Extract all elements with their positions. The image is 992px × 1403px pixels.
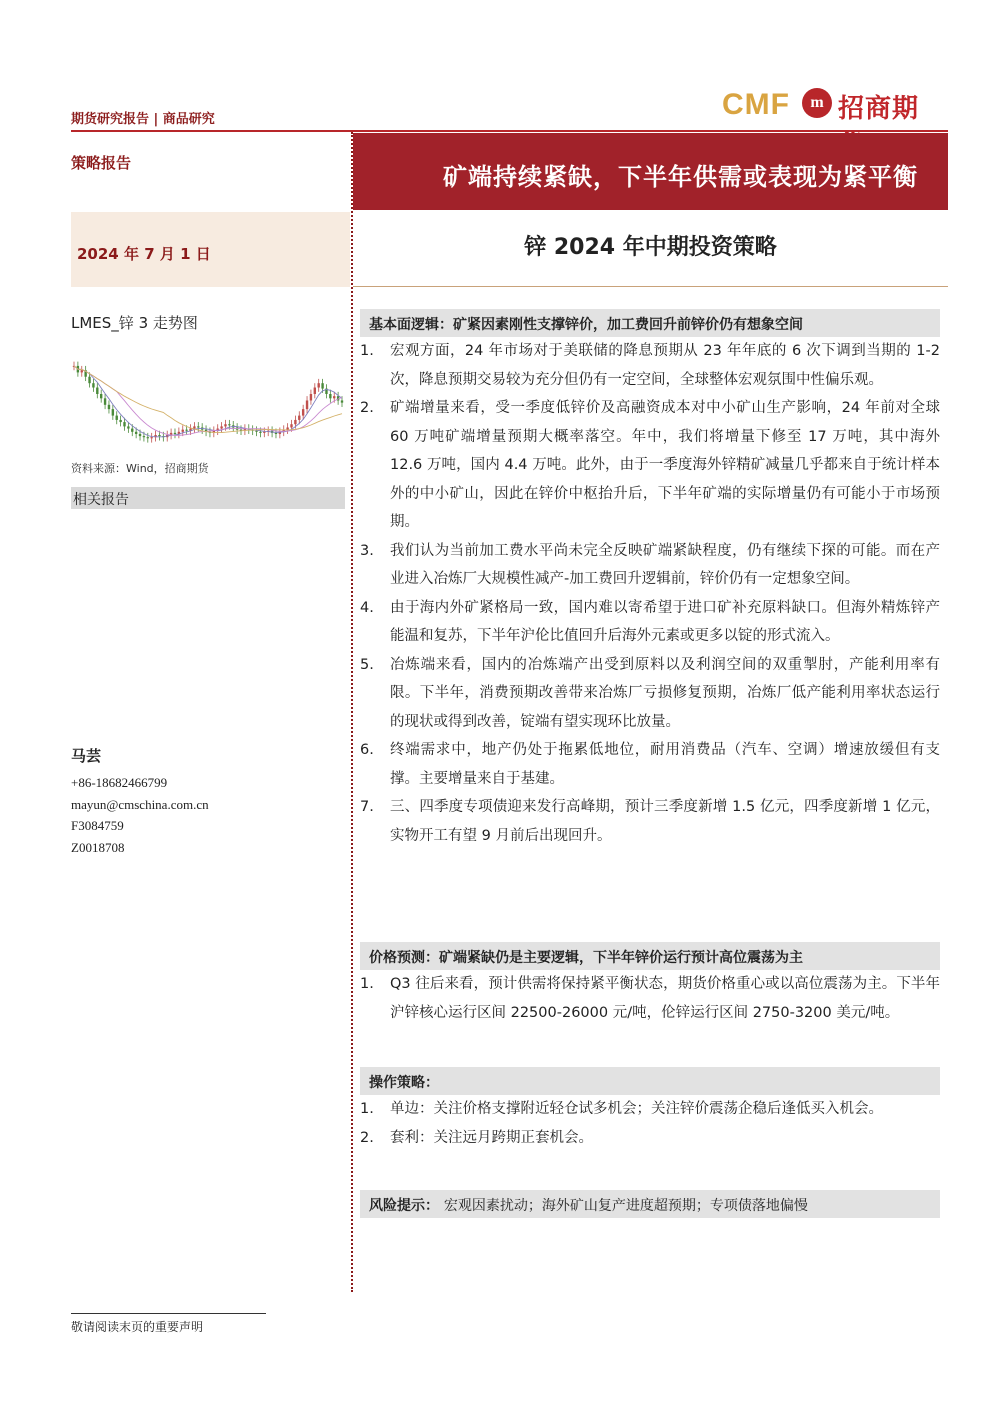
candle-body [96,388,98,394]
candle-body [143,436,145,437]
related-reports-title: 相关报告 [73,492,129,508]
moving-average-line [74,366,342,433]
logo-badge-icon: m [802,88,832,118]
list-item: 1. 单边：关注价格支撑附近轻仓试多机会；关注锌价震荡企稳后逢低买入机会。 [360,1101,883,1117]
candle-body [185,430,187,431]
date-box [71,212,350,287]
candle-body [127,426,129,428]
column-divider [351,132,353,1292]
candle-body [135,432,137,434]
section-price-title: 价格预测：矿端紧缺仍是主要逻辑，下半年锌价运行预计高位震荡为主 [369,950,803,966]
header-rule [71,130,948,132]
candle-body [321,383,323,388]
candle-body [158,435,160,436]
candle-body [174,433,176,434]
candle-body [298,416,300,420]
subtitle-rule [353,286,948,287]
candle-body [255,431,257,432]
candle-body [333,396,335,398]
section-operation-title: 操作策略： [369,1075,439,1091]
author-cert-f: F3084759 [71,818,124,833]
candle-body [116,416,118,420]
candle-body [112,409,114,415]
author-phone: +86-18682466799 [71,775,168,790]
list-item: 1. Q3 往后来看，预计供需将保持紧平衡状态，期货价格重心或以高位震荡为主。下半年沪锌核心运行区间 22500-26000 元/吨，伦锌运行区间 2750-3200 美元/吨。 [360,976,940,1021]
logo-en: CMF [722,88,790,121]
candle-body [290,424,292,427]
candle-body [139,434,141,436]
headline-banner [353,133,948,210]
candle-body [341,400,343,402]
candle-body [92,383,94,387]
operation-list [356,1095,940,1152]
risk-items: 宏观因素扰动；海外矿山复产进度超预期；专项债落地偏慢 [443,1198,808,1214]
candle-body [224,424,226,426]
price-chart [71,336,345,454]
list-item: 5. 冶炼端来看，国内的冶炼端产出受到原料以及利润空间的双重掣肘，产能利用率有限。下半年，消费预期改善带来冶炼厂亏损修复预期，冶炼厂低产能利用率状态运行的现状或得到改善，锭端有望实现环比放量。 [360,656,940,730]
footer-disclaimer: 敬请阅读末页的重要声明 [71,1320,204,1334]
list-item: 6. 终端需求中，地产仍处于拖累低地位，耐用消费品（汽车、空调）增速放缓但有支撑。主要增量来自于基建。 [360,742,940,787]
footer-rule [71,1313,266,1314]
candle-body [286,427,288,429]
candle-body [306,400,308,409]
section-price [360,942,940,970]
logo-cn: 招商期 [838,94,920,124]
candle-body [150,437,152,438]
candle-body [317,383,319,387]
candle-body [294,420,296,424]
list-item: 2. 套利：关注远月跨期正套机会。 [360,1129,593,1146]
list-item: 1. 宏观方面，24 年市场对于美联储的降息预期从 23 年年底的 6 次下调到当期的 1-2 次，降息预期交易较为充分但仍有一定空间，全球整体宏观氛围中性偏乐观。 [360,343,940,388]
candle-body [88,377,90,383]
candle-body [259,432,261,433]
fundamental-list [356,337,940,850]
section-risk [360,1190,940,1218]
candle-body [302,409,304,415]
section-fundamental [360,309,940,337]
author-info [71,772,209,858]
report-category: 期货研究报告 | 商品研究 [71,112,215,127]
moving-average-line [74,366,342,436]
company-logo [722,86,944,126]
risk-label: 风险提示： [369,1198,439,1214]
chart-source: 资料来源：Wind，招商期货 [71,462,209,475]
candle-body [100,394,102,398]
candle-body [220,426,222,428]
section-operation [360,1067,940,1095]
candle-body [228,424,230,425]
report-subtitle: 锌 2024 年中期投资策略 [524,235,777,260]
candle-body [310,394,312,400]
candle-body [104,398,106,404]
related-reports-bar [71,487,345,509]
candle-body [81,370,83,372]
candle-body [182,430,184,432]
list-item: 2. 矿端增量来看，受一季度低锌价及高融资成本对中小矿山生产影响，24 年前对全球 60 万吨矿端增量预期大概率落空。年中，我们将增量下修至 17 万吨，其中海外 12.6 万吨，国内 4.4 万吨。此外，由于一季度海外锌精矿减量几乎都来自于统计样本外的中小矿山，因此在锌价中枢抬升后，下半年矿端的实际增量仍有可能小于市场预期。 [360,400,940,530]
candle-body [329,394,331,398]
list-item: 7. 三、四季度专项债迎来发行高峰期，预计三季度新增 1.5 亿元，四季度新增 1 亿元，实物开工有望 9 月前后出现回升。 [360,799,940,844]
candle-body [314,388,316,394]
section-fundamental-title: 基本面逻辑：矿紧因素刚性支撑锌价，加工费回升前锌价仍有想象空间 [369,317,803,333]
list-item: 3. 我们认为当前加工费水平尚未完全反映矿端紧缺程度，仍有继续下探的可能。而在产业进入冶炼厂大规模性减产-加工费回升逻辑前，锌价仍有一定想象空间。 [360,542,940,587]
headline: 矿端持续紧缺，下半年供需或表现为紧平衡 [443,163,918,191]
author-email[interactable]: mayun@cmschina.com.cn [71,796,209,812]
candle-body [263,432,265,433]
risk-line [369,1195,808,1215]
author-name: 马芸 [71,747,102,765]
author-cert-z: Z0018708 [71,839,125,855]
report-type: 策略报告 [71,154,132,172]
list-item: 4. 由于海内外矿紧格局一致，国内难以寄希望于进口矿补充原料缺口。但海外精炼锌产能温和复苏，下半年沪伦比值回升后海外元素或更多以锭的形式流入。 [360,599,940,644]
moving-average-line [74,366,342,437]
candle-body [108,405,110,409]
candle-body [119,420,121,422]
price-list [356,970,940,1027]
candle-body [131,429,133,432]
chart-title: LMES_锌 3 走势图 [71,314,198,332]
report-date: 2024 年 7 月 1 日 [77,245,211,263]
candle-body [275,433,277,434]
candle-body [147,437,149,438]
candle-body [123,422,125,426]
candle-body [197,426,199,427]
candle-body [193,426,195,428]
